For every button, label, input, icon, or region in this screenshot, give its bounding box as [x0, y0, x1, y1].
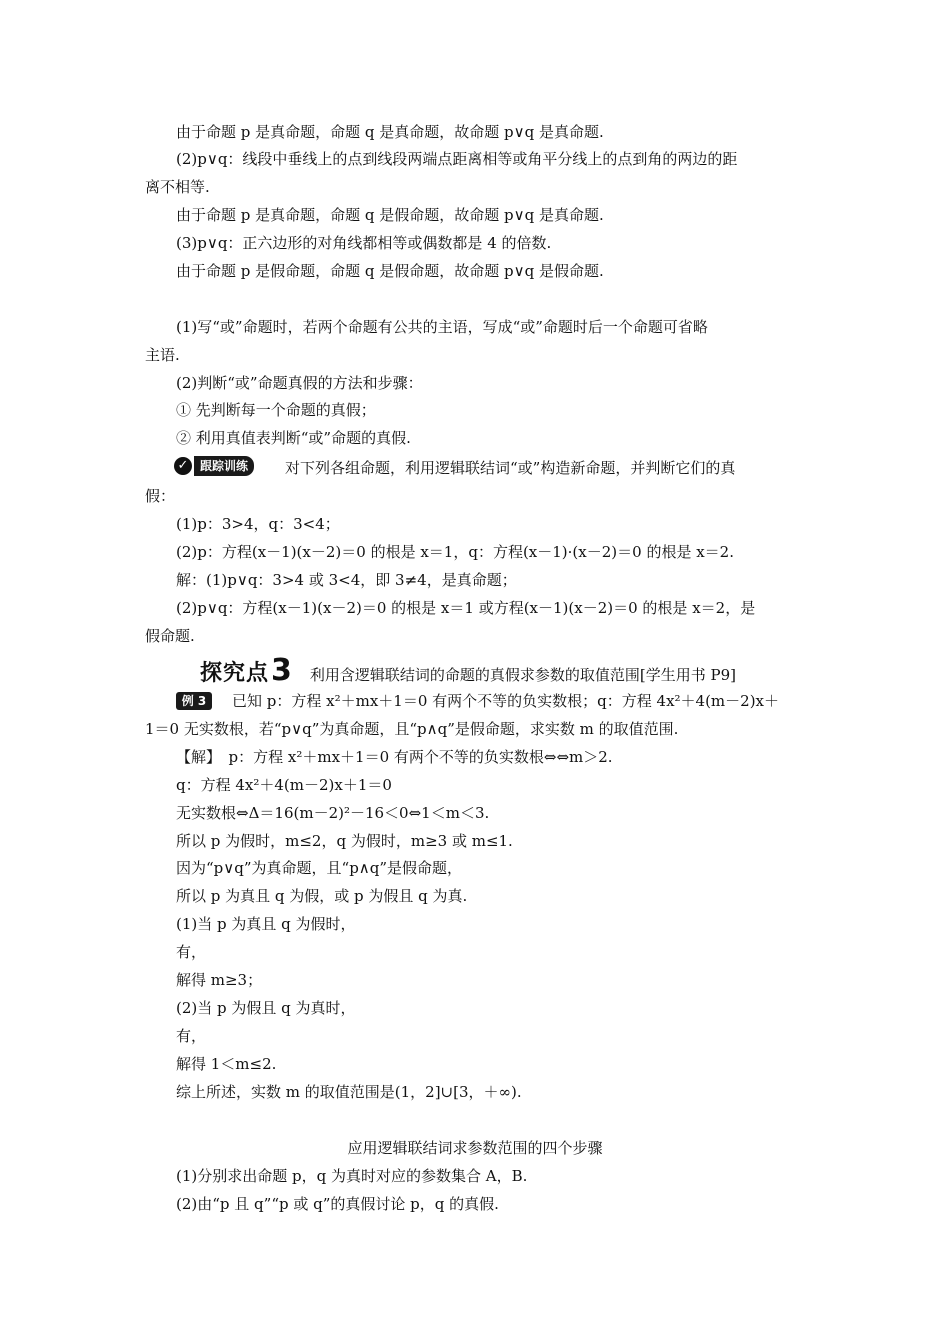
- summary-title: 应用逻辑联结词求参数范围的四个步骤: [347, 1139, 603, 1157]
- text-line: 已知 p：方程 x²＋mx＋1＝0 有两个不等的负实数根；q：方程 4x²＋4(m－2)x＋: [232, 692, 780, 710]
- text-line: 1＝0 无实数根，若“p∨q”为真命题，且“p∧q”是假命题，求实数 m 的取值范围.: [145, 720, 679, 738]
- text-line: (3)p∨q：正六边形的对角线都相等或偶数都是 4 的倍数.: [176, 234, 552, 252]
- follow-up-training-badge: [174, 455, 270, 477]
- text-line: 因为“p∨q”为真命题，且“p∧q”是假命题，: [176, 859, 463, 877]
- text-line: (1)p：3>4，q：3<4；: [176, 515, 340, 533]
- section-title: 探究点: [200, 661, 270, 686]
- example-badge: 例 3: [176, 692, 212, 710]
- text-line: 解：(1)p∨q：3>4 或 3<4，即 3≠4，是真命题；: [176, 571, 517, 589]
- text-line: (1)写“或”命题时，若两个命题有公共的主语，写成“或”命题时后一个命题可省略: [176, 318, 708, 336]
- text-line: 综上所述，实数 m 的取值范围是(1，2]∪[3，＋∞).: [176, 1083, 522, 1101]
- text-line: (2)判断“或”命题真假的方法和步骤：: [176, 374, 423, 392]
- text-line: (1)当 p 为真且 q 为假时，: [176, 915, 356, 933]
- text-line: 假：: [145, 487, 176, 505]
- section-number: 3: [271, 653, 292, 688]
- text-line: (1)分别求出命题 p，q 为真时对应的参数集合 A，B.: [176, 1167, 528, 1185]
- text-line: (2)p：方程(x－1)(x－2)＝0 的根是 x＝1，q：方程(x－1)·(x－2)＝0 的根是 x＝2.: [176, 543, 734, 561]
- text-line: 【解】 p：方程 x²＋mx＋1＝0 有两个不等的负实数根⇔⇔m＞2.: [176, 748, 613, 766]
- text-line: 无实数根⇔Δ＝16(m－2)²－16＜0⇔1＜m＜3.: [176, 804, 490, 822]
- text-line: q：方程 4x²＋4(m－2)x＋1＝0: [176, 776, 392, 794]
- text-line: 解得 1＜m≤2.: [176, 1055, 277, 1073]
- text-line: (2)p∨q：线段中垂线上的点到线段两端点距离相等或角平分线上的点到角的两边的距: [176, 150, 738, 168]
- text-line: ② 利用真值表判断“或”命题的真假.: [176, 429, 411, 447]
- text-line: 离不相等.: [145, 178, 210, 196]
- text-line: (2)当 p 为假且 q 为真时，: [176, 999, 356, 1017]
- text-line: (2)p∨q：方程(x－1)(x－2)＝0 的根是 x＝1 或方程(x－1)(x－2)＝0 的根是 x＝2，是: [176, 599, 756, 617]
- text-line: 所以 p 为真且 q 为假，或 p 为假且 q 为真.: [176, 887, 468, 905]
- text-line: 有，: [176, 1027, 207, 1045]
- section-heading: [200, 653, 736, 688]
- text-line: 所以 p 为假时，m≤2，q 为假时，m≥3 或 m≤1.: [176, 832, 513, 850]
- text-line: 主语.: [145, 346, 180, 364]
- section-description: 利用含逻辑联结词的命题的真假求参数的取值范围[学生用书 P9]: [309, 666, 737, 684]
- text-line: 对下列各组命题，利用逻辑联结词“或”构造新命题，并判断它们的真: [285, 459, 736, 477]
- text-line: 由于命题 p 是真命题，命题 q 是假命题，故命题 p∨q 是真命题.: [176, 206, 604, 224]
- text-line: 由于命题 p 是真命题，命题 q 是真命题，故命题 p∨q 是真命题.: [176, 123, 604, 141]
- text-line: ① 先判断每一个命题的真假；: [176, 401, 376, 419]
- badge-label: 跟踪训练: [194, 456, 254, 476]
- text-line: (2)由“p 且 q”“p 或 q”的真假讨论 p，q 的真假.: [176, 1195, 499, 1213]
- text-line: 解得 m≥3；: [176, 971, 263, 989]
- text-line: 由于命题 p 是假命题，命题 q 是假命题，故命题 p∨q 是假命题.: [176, 262, 604, 280]
- text-line: 有，: [176, 943, 207, 961]
- check-icon: ✓: [174, 457, 192, 475]
- text-line: 假命题.: [145, 627, 195, 645]
